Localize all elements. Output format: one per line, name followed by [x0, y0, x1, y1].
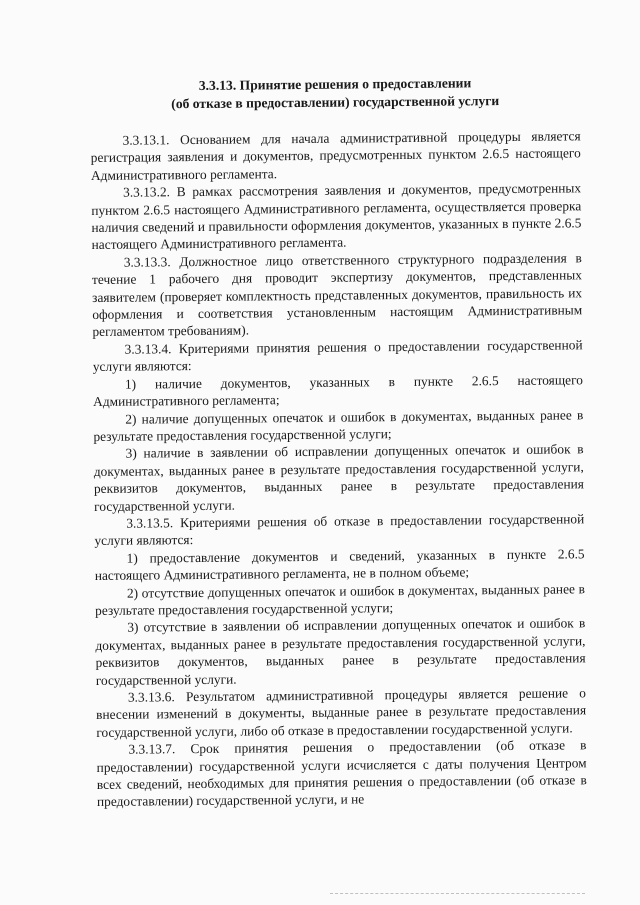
paragraph-3-3-13-5: 3.3.13.5. Критериями решения об отказе в предоставлении государственной услуги являются:	[94, 511, 585, 549]
paragraph-3-3-13-6: 3.3.13.6. Результатом административной процедуры является решение о внесении изменений в документы, выданные ранее в результате предоставления государственной услуги, либо об отказе в предоставлении государственной услуги.	[96, 685, 587, 740]
paragraph-3-3-13-1: 3.3.13.1. Основанием для начала административной процедуры является регистрация заявления и документов, предусмотренных пунктом 2.6.5 настоящего Административного регламента.	[90, 128, 581, 183]
paragraph-3-3-13-2: 3.3.13.2. В рамках рассмотрения заявления и документов, предусмотренных пунктом 2.6.5 настоящего Административного регламента, осуществляется проверка наличия сведений и правильности оформления документов, указанных в пункте 2.6.5 настоящего Административного регламента.	[91, 180, 582, 253]
paragraph-3-3-13-3: 3.3.13.3. Должностное лицо ответственного структурного подразделения в течение 1 рабочего дня проводит экспертизу документов, представленных заявителем (проверяет комплектность представленных документов, правильность их оформления и соответствия установленным настоящим Административным регламентом требованиям).	[91, 250, 583, 340]
section-title	[90, 73, 580, 114]
criteria-grant-item-2: 2) наличие допущенных опечаток и ошибок в документах, выданных ранее в результате предоставления государственной услуги;	[93, 406, 584, 444]
criteria-refusal-item-2: 2) отсутствие допущенных опечаток и ошибок в документах, выданных ранее в результате предоставления государственной услуги;	[95, 580, 585, 618]
criteria-refusal-item-3: 3) отсутствие в заявлении об исправлении допущенных опечаток и ошибок в документах, выданных ранее в результате предоставления государственной услуги, реквизитов документов, выданных ранее в результате предоставления государственной услуги.	[95, 615, 586, 688]
document-body	[90, 73, 587, 811]
criteria-refusal-item-1: 1) предоставление документов и сведений, указанных в пункте 2.6.5 настоящего Административного регламента, не в полном объеме;	[94, 546, 585, 584]
scan-artifact-divider	[330, 893, 585, 897]
section-title-line-1: 3.3.13. Принятие решения о предоставлении	[198, 75, 472, 93]
criteria-grant-item-3: 3) наличие в заявлении об исправлении допущенных опечаток и ошибок в документах, выданных ранее в результате предоставления государственной услуги, реквизитов документов, выданных ранее в результате предоставления государственной услуги.	[93, 441, 584, 514]
section-title-line-2: (об отказе в предоставлении) государственной услуги	[171, 93, 500, 112]
paragraph-3-3-13-7: 3.3.13.7. Срок принятия решения о предоставлении (об отказе в предоставлении) государственной услуги исчисляется с даты получения Центром всех сведений, необходимых для принятия решения о предоставлении (об отказе в предоставлении) государственной услуги, и не	[96, 737, 587, 810]
paragraph-3-3-13-4: 3.3.13.4. Критериями принятия решения о предоставлении государственной услуги являются:	[92, 337, 583, 375]
criteria-grant-item-1: 1) наличие документов, указанных в пункте 2.6.5 настоящего Административного регламента;	[93, 371, 583, 410]
